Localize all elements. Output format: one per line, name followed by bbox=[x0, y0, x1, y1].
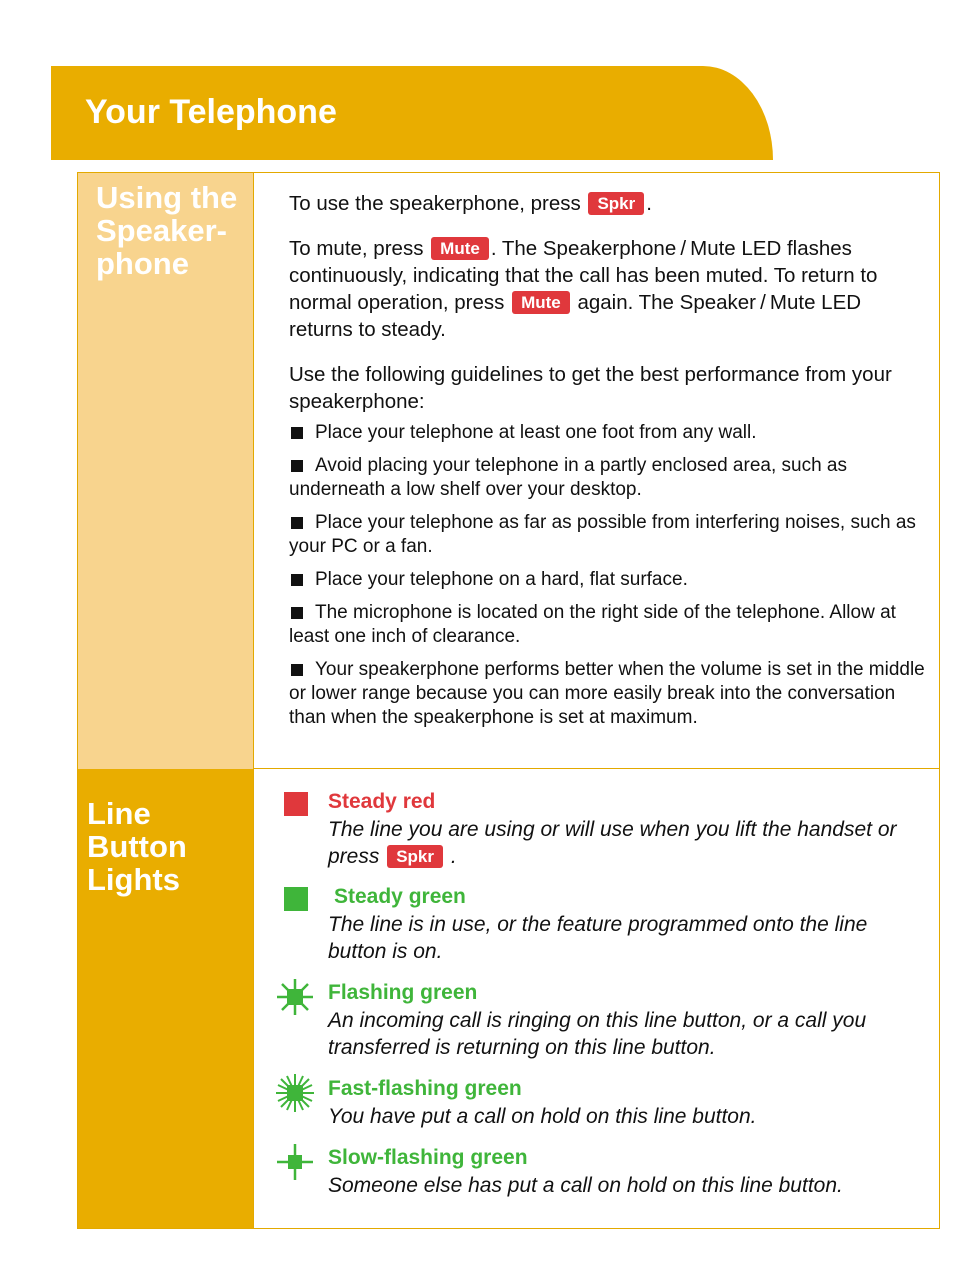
page-title: Your Telephone bbox=[85, 93, 337, 131]
list-item bbox=[289, 421, 925, 445]
text: . The Speakerphone / Mute LED flashes continuously, indicating that the call has been muted. To return to normal operation, press bbox=[289, 237, 878, 314]
light-description: Someone else has put a call on hold on this line button. bbox=[328, 1174, 843, 1197]
mute-key: Mute bbox=[512, 291, 570, 314]
list-item-text: Your speakerphone performs better when the volume is set in the middle or lower range because you can more easily break into the conversation than when the speakerphone is set at maximum. bbox=[289, 659, 925, 728]
text: To mute, press bbox=[289, 237, 424, 260]
text: again. The Speaker / Mute LED returns to steady. bbox=[289, 291, 862, 341]
list-item bbox=[289, 568, 925, 592]
list-item-text: Place your telephone as far as possible from interfering noises, such as your PC or a fan. bbox=[289, 512, 916, 557]
light-title: Fast-flashing green bbox=[328, 1077, 522, 1100]
bullet-square-icon bbox=[291, 517, 303, 529]
spkr-key: Spkr bbox=[588, 192, 644, 215]
bullet-square-icon bbox=[291, 664, 303, 676]
list-item bbox=[289, 511, 925, 559]
spkr-key: Spkr bbox=[387, 845, 443, 868]
light-description: You have put a call on hold on this line button. bbox=[328, 1105, 757, 1128]
section-heading-lights: Line Button Lights bbox=[87, 796, 187, 897]
bullet-square-icon bbox=[291, 607, 303, 619]
bullet-square-icon bbox=[291, 574, 303, 586]
fast-flashing-green-light-icon bbox=[274, 1073, 316, 1118]
text: The line you are using or will use when you lift the handset or press bbox=[328, 818, 897, 868]
text: . bbox=[450, 845, 457, 868]
list-item bbox=[289, 454, 925, 502]
text: . bbox=[646, 192, 652, 215]
slow-flashing-green-light-icon bbox=[274, 1142, 316, 1187]
list-item-text: Avoid placing your telephone in a partly enclosed area, such as underneath a low shelf over your desktop. bbox=[289, 455, 847, 500]
section-sidebar-speakerphone bbox=[78, 173, 254, 769]
list-item-text: Place your telephone at least one foot from any wall. bbox=[315, 422, 757, 443]
light-description bbox=[328, 816, 918, 870]
list-item bbox=[289, 601, 925, 649]
light-title: Slow-flashing green bbox=[328, 1146, 528, 1169]
list-item bbox=[289, 658, 925, 730]
header-banner bbox=[51, 66, 773, 160]
speakerphone-content bbox=[289, 190, 925, 739]
light-title: Steady green bbox=[334, 885, 466, 908]
paragraph-speaker-use bbox=[289, 190, 925, 217]
list-item-text: Place your telephone on a hard, flat surface. bbox=[315, 569, 688, 590]
light-title: Flashing green bbox=[328, 981, 478, 1004]
light-title: Steady red bbox=[328, 790, 436, 813]
section-heading-speakerphone: Using the Speaker- phone bbox=[96, 180, 238, 281]
paragraph-guidelines: Use the following guidelines to get the best performance from your speakerphone: bbox=[289, 363, 892, 413]
mute-key: Mute bbox=[431, 237, 489, 260]
content-frame bbox=[77, 172, 940, 1229]
paragraph-mute bbox=[289, 235, 925, 343]
bullet-square-icon bbox=[291, 427, 303, 439]
light-description: The line is in use, or the feature programmed onto the line button is on. bbox=[328, 913, 868, 963]
list-item-text: The microphone is located on the right side of the telephone. Allow at least one inch of clearance. bbox=[289, 602, 896, 647]
text: To use the speakerphone, press bbox=[289, 192, 581, 215]
flashing-green-light-icon bbox=[274, 977, 316, 1022]
section-divider bbox=[253, 768, 939, 769]
bullet-square-icon bbox=[291, 460, 303, 472]
light-description: An incoming call is ringing on this line button, or a call you transferred is returning on this line button. bbox=[328, 1009, 867, 1059]
section-sidebar-lights bbox=[78, 769, 254, 1228]
